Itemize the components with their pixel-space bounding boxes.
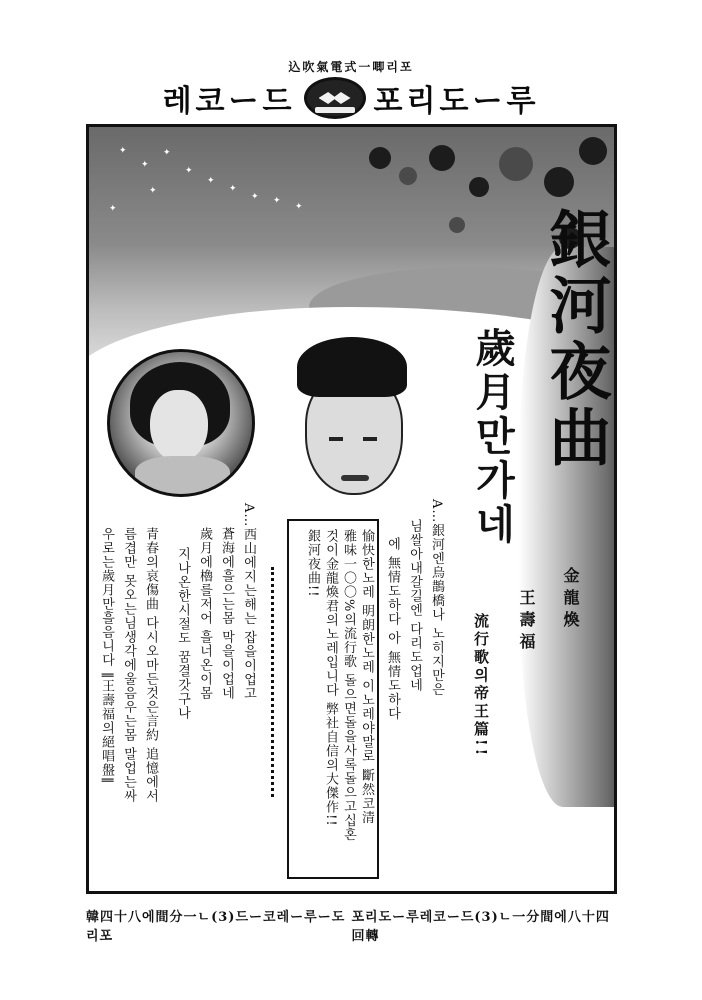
verse-b-line-3: 歲月에櫓를저어 흘너온이몸 [197,527,212,701]
bird-logo-icon [304,77,366,119]
blossom-icon [544,167,574,197]
star-icon: ✦ [251,192,259,202]
star-icon: ✦ [163,148,171,158]
singer-portrait-woman [107,349,255,497]
star-icon: ✦ [207,176,215,186]
star-icon: ✦ [141,160,149,170]
verse-a-line-1: A…銀河엔烏鵲橋나 노히지만은 [429,499,444,697]
footer-bar [86,906,617,944]
verse-a-line-2: 님쌀아내갈길엔 다리도업네 [407,519,422,693]
blossom-icon [369,147,391,169]
star-icon: ✦ [229,184,237,194]
verse-b-line-1: A…西山에지는해는 잡을이업고 [241,503,256,701]
singer-name-1: 金龍煥 [561,567,580,633]
star-icon: ✦ [185,166,193,176]
footer-right: 포리도ー루레코ー드(3)ㄴ一分間에八十四回轉 [351,910,610,944]
portrait-eye [363,437,377,441]
brand-name-left: 레코ー드 [162,84,296,119]
star-icon: ✦ [119,146,127,156]
dotted-divider [271,567,274,797]
advertisement-frame [86,124,617,894]
verse-a-line-3: 에 無情도하다 아 無情도하다 [385,537,400,721]
portrait-mouth [341,475,369,481]
promo-line-4: 銀河夜曲!! [305,529,320,598]
verse-b-line-2: 蒼海에흘으는몸 막을이업네 [219,527,234,701]
brand-name-right: 포리도ー루 [373,84,540,119]
blossom-icon [469,177,489,197]
song-subtitle: 歲月만가네 [469,327,515,547]
blossom-icon [399,167,417,185]
closing-line-1: 青春의哀傷曲 다시오마든것은言約 追憶에서 [143,527,158,804]
promo-line-2: 雅味一〇〇%의流行歌 돌으면돌을사록돌으고십혼 [341,529,356,842]
singer-portrait-man [297,337,407,497]
blossom-icon [429,145,455,171]
brand-tagline: 込吹氣電式一唧리포 [288,60,414,74]
promo-line-3: 것이金龍煥君의노레입니다 弊社自信의大傑作!! [323,529,338,827]
portrait-collar [135,456,230,496]
closing-line-2: 름겹만 못오는님생각에울음우는몸 말업는싸 [121,527,136,804]
blossom-icon [579,137,607,165]
song-title: 銀河夜曲 [539,207,612,471]
portrait-hair [297,337,407,397]
logo-plate [315,107,355,113]
portrait-face [150,390,208,462]
blossom-icon [499,147,533,181]
slogan-text: 流行歌의帝王篇!! [472,613,490,759]
portrait-eye [329,437,343,441]
star-icon: ✦ [109,204,117,214]
verse-b-line-4: 지나온한시절도 꿈결갓구나 [175,547,190,721]
brand-header [0,78,702,118]
singer-name-2: 王壽福 [517,589,536,655]
closing-line-3: 우로는歲月만흘음니다 ∥王壽福의絕唱盤∥ [99,527,114,785]
blossom-icon [449,217,465,233]
star-icon: ✦ [295,202,303,212]
bird-shape [319,92,351,104]
promo-box [287,519,379,879]
promo-line-1: 愉快한노레 明朗한노레 이노레야말로 斷然코清 [359,529,374,825]
footer-left: 韓四十八에間分一ㄴ(3)드ー코레ー루ー도리포 [86,910,346,944]
star-icon: ✦ [273,196,281,206]
star-icon: ✦ [149,186,157,196]
